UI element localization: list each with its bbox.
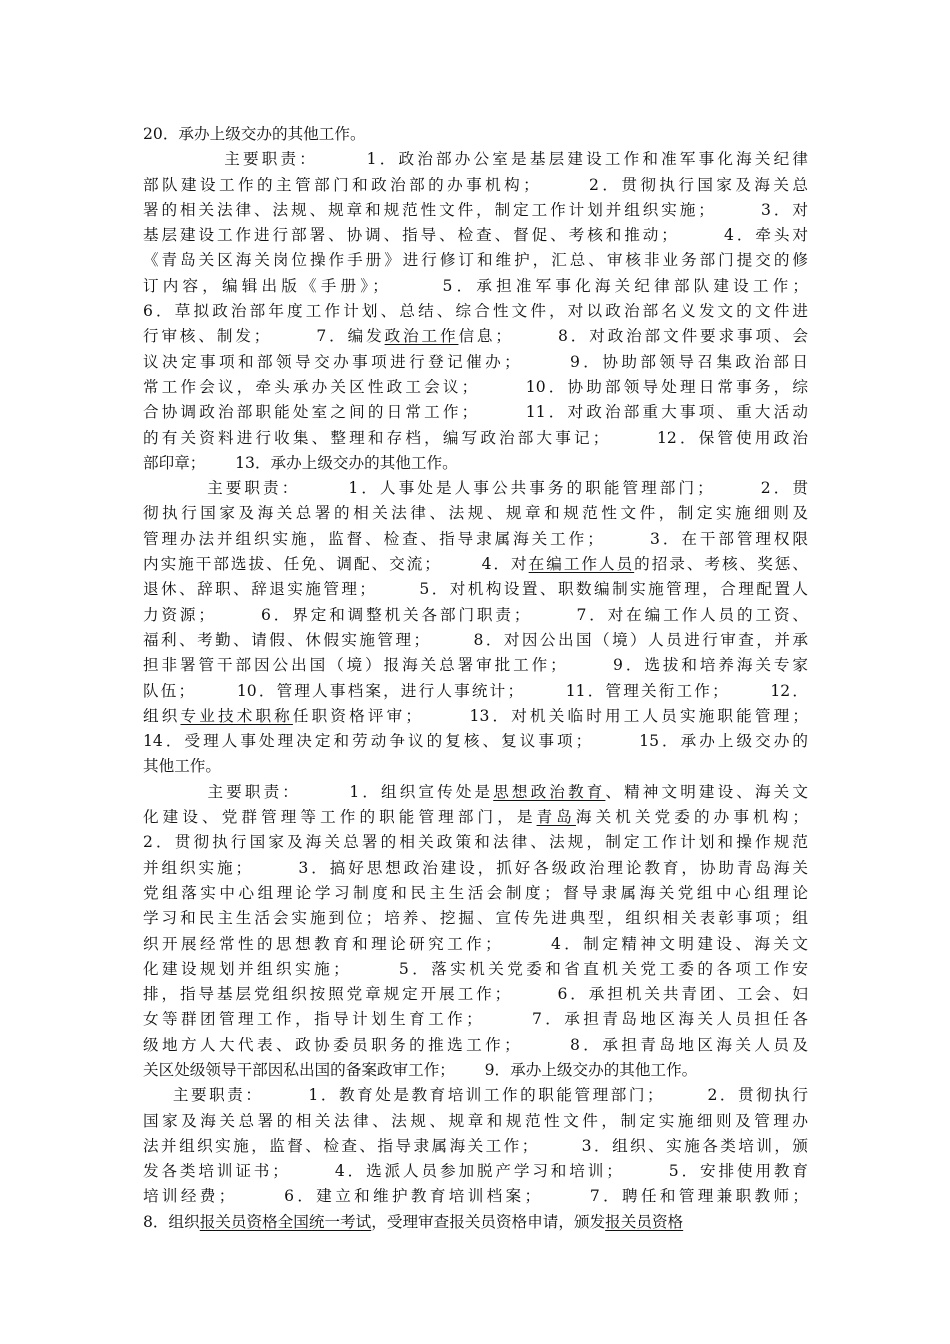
hyperlink-text[interactable]: 在编工作人员 [528,555,635,574]
text-run: 退休、辞职、辞退实施管理； 5．对机构设置、职数编制实施管理，合理配置人 [143,580,808,599]
text-run: 任职资格评审； 13．对机关临时用工人员实施职能管理； [292,706,808,725]
hyperlink-text[interactable]: 专业技术职称 [180,706,293,725]
text-line [143,679,808,704]
text-line [143,274,808,299]
hyperlink-text[interactable]: 政治工作 [384,327,459,346]
text-line [143,1007,808,1032]
paragraph [143,476,808,780]
text-run: 部印章； 13．承办上级交办的其他工作。 [143,453,458,472]
text-line [143,400,808,425]
text-run: 的有关资料进行收集、整理和存档，编写政治部大事记； 12．保管使用政治 [143,428,808,447]
text-line [143,173,808,198]
text-line [143,856,808,881]
text-line [143,932,808,957]
hyperlink-text[interactable]: 青岛 [536,808,576,827]
text-line [143,527,808,552]
paragraph [143,1083,808,1235]
text-run: 信息； 8．对政治部文件要求事项、会 [458,327,808,346]
text-line [143,375,808,400]
text-run: 署的相关法律、法规、规章和规范性文件，制定工作计划并组织实施； 3．对 [143,200,808,219]
text-run: 管理办法并组织实施，监督、检查、指导隶属海关工作； 3．在干部管理权限 [143,529,808,548]
text-run: 部队建设工作的主管部门和政治部的办事机构； 2．贯彻执行国家及海关总 [143,175,808,194]
text-line [143,1058,808,1083]
text-line [143,501,808,526]
text-line [143,248,808,273]
text-line [143,830,808,855]
text-run: 基层建设工作进行部署、协调、指导、检查、督促、考核和推动； 4．牵头对 [143,226,808,245]
text-line [143,1134,808,1159]
text-line [143,603,808,628]
text-run: 内实施干部选拔、任免、调配、交流； 4．对 [143,555,529,574]
text-line [143,982,808,1007]
text-line [143,1109,808,1134]
text-line [143,299,808,324]
text-line [143,350,808,375]
text-run: 福利、考勤、请假、休假实施管理； 8．对因公出国（境）人员进行审查，并承 [143,630,808,649]
text-line [143,906,808,931]
document-body [143,122,808,1235]
paragraph [143,147,808,476]
text-run: 主要职责： 1．政治部办公室是基层建设工作和准军事化海关纪律 [143,150,808,169]
text-run: 6．草拟政治部年度工作计划、总结、综合性文件，对以政治部名义发文的文件进 [143,302,808,321]
paragraph [143,122,808,147]
text-run: 常工作会议，牵头承办关区性政工会议； 10．协助部领导处理日常事务，综 [143,377,808,396]
text-run: 队伍； 10．管理人事档案，进行人事统计； 11．管理关衔工作； 12． [143,681,808,700]
text-line [143,223,808,248]
text-line [143,1083,808,1108]
text-line [143,476,808,501]
text-line [143,881,808,906]
text-run: 20．承办上级交办的其他工作。 [143,125,366,143]
text-line [143,426,808,451]
text-run: 法并组织实施，监督、检查、指导隶属海关工作； 3．组织、实施各类培训，颁 [143,1136,808,1155]
text-run: 合协调政治部职能处室之间的日常工作； 11．对政治部重大事项、重大活动 [143,403,808,422]
hyperlink-text[interactable]: 报关员资格 [605,1212,684,1231]
text-line [143,957,808,982]
text-run: 女等群团管理工作，指导计划生育工作； 7．承担青岛地区海关人员担任各 [143,1010,808,1029]
text-run: 学习和民主生活会实施到位；培养、挖掘、宣传先进典型，组织相关表彰事项；组 [143,909,808,928]
hyperlink-text[interactable]: 报关员资格全国统一考试 [199,1212,372,1231]
text-run: 其他工作。 [143,757,221,776]
text-run: 培训经费； 6．建立和维护教育培训档案； 7．聘任和管理兼职教师； [143,1187,808,1206]
text-run: 担非署管干部因公出国（境）报海关总署审批工作； 9．选拔和培养海关专家 [143,656,808,675]
paragraph [143,780,808,1084]
text-line [143,552,808,577]
text-run: 《青岛关区海关岗位操作手册》进行修订和维护，汇总、审核非业务部门提交的修 [143,251,808,270]
text-line [143,1033,808,1058]
text-run: 主要职责： 1．教育处是教育培训工作的职能管理部门； 2．贯彻执行 [143,1086,808,1105]
text-run: 的招录、考核、奖惩、 [634,555,808,574]
text-run: 主要职责： 1．人事处是人事公共事务的职能管理部门； 2．贯 [143,479,808,498]
text-run: 主要职责： 1．组织宣传处是 [143,782,494,801]
text-line [143,577,808,602]
text-run: 组织 [143,706,181,725]
text-run: 关区处级领导干部因私出国的备案政审工作； 9．承办上级交办的其他工作。 [143,1060,698,1079]
text-run: 排，指导基层党组织按照党章规定开展工作； 6．承担机关共青团、工会、妇 [143,985,808,1004]
text-run: 化建设规划并组织实施； 5．落实机关党委和省直机关党工委的各项工作安 [143,959,808,978]
text-line [143,324,808,349]
text-line [143,1184,808,1209]
text-run: 国家及海关总署的相关法律、法规、规章和规范性文件，制定实施细则及管理办 [143,1111,808,1130]
text-run: 发各类培训证书； 4．选派人员参加脱产学习和培训； 5．安排使用教育 [143,1162,808,1181]
text-run: ，受理审查报关员资格申请，颁发 [371,1212,606,1231]
text-line [143,198,808,223]
text-run: 订内容，编辑出版《手册》； 5．承担准军事化海关纪律部队建设工作； [143,276,808,295]
text-line [143,122,808,147]
text-run: 彻执行国家及海关总署的相关法律、法规、规章和规范性文件，制定实施细则及 [143,504,808,523]
text-run: 织开展经常性的思想教育和理论研究工作； 4．制定精神文明建设、海关文 [143,934,808,953]
text-run: 8．组织 [143,1212,200,1231]
text-line [143,653,808,678]
text-line [143,754,808,779]
text-line [143,729,808,754]
text-run: 2．贯彻执行国家及海关总署的相关政策和法律、法规，制定工作计划和操作规范 [143,833,808,852]
text-line [143,628,808,653]
text-run: 、精神文明建设、海关文 [605,782,808,801]
text-line [143,805,808,830]
text-line [143,704,808,729]
text-run: 党组落实中心组理论学习制度和民主生活会制度；督导隶属海关党组中心组理论 [143,883,808,902]
text-run: 化建设、党群管理等工作的职能管理部门，是 [143,808,537,827]
text-line [143,1159,808,1184]
text-run: 海关机关党委的办事机构； [575,808,808,827]
text-line [143,451,808,476]
text-line [143,1210,808,1235]
text-run: 级地方人大代表、政协委员职务的推选工作； 8．承担青岛地区海关人员及 [143,1035,808,1054]
text-run: 行审核、制发； 7．编发 [143,327,385,346]
text-run: 并组织实施； 3．搞好思想政治建设，抓好各级政治理论教育，协助青岛海关 [143,858,808,877]
text-line [143,147,808,172]
text-run: 力资源； 6．界定和调整机关各部门职责； 7．对在编工作人员的工资、 [143,605,808,624]
text-run: 14．受理人事处理决定和劳动争议的复核、复议事项； 15．承办上级交办的 [143,732,808,751]
hyperlink-text[interactable]: 思想政治教育 [493,782,606,801]
text-line [143,780,808,805]
text-run: 议决定事项和部领导交办事项进行登记催办； 9．协助部领导召集政治部日 [143,352,808,371]
